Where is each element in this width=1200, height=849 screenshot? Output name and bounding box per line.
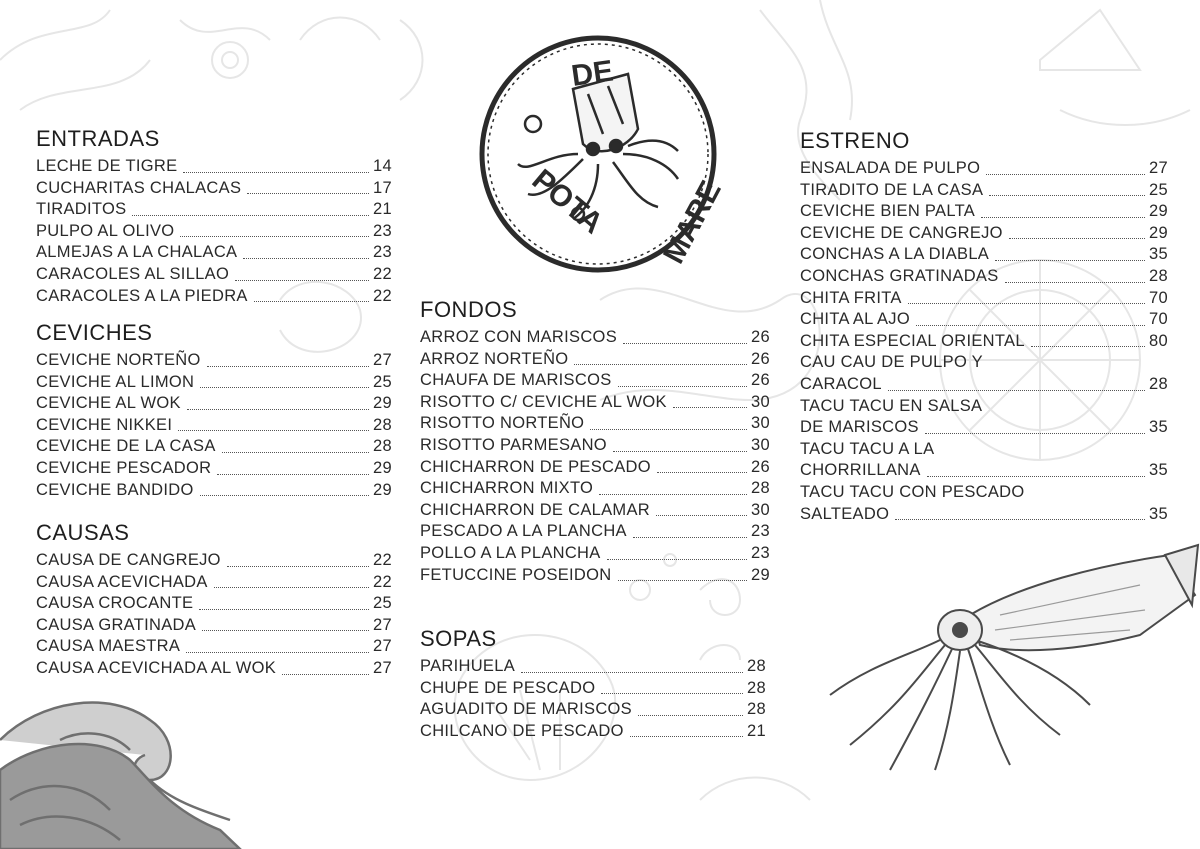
- menu-item-price: 22: [373, 551, 392, 569]
- dot-leader: [199, 609, 369, 610]
- dot-leader: [180, 236, 369, 237]
- menu-item-line2: [800, 374, 1168, 396]
- menu-item-name: RISOTTO PARMESANO: [420, 435, 607, 454]
- logo-word-left: POTA: [525, 163, 610, 241]
- menu-item: [420, 457, 770, 479]
- menu-item-name: CHITA FRITA: [800, 288, 902, 307]
- menu-item-price: 30: [751, 414, 770, 433]
- dot-leader: [613, 451, 747, 452]
- menu-item-name: AGUADITO DE MARISCOS: [420, 700, 632, 719]
- menu-item-name: PARIHUELA: [420, 657, 516, 675]
- menu-item-line2: [800, 460, 1168, 482]
- menu-item-price: 35: [1149, 461, 1168, 480]
- dot-leader: [214, 587, 369, 588]
- menu-item-price: 17: [373, 178, 392, 197]
- menu-item-name-line2: SALTEADO: [800, 504, 890, 523]
- menu-item: [36, 178, 392, 200]
- menu-item-name: CUCHARITAS CHALACAS: [36, 178, 242, 197]
- menu-item-name: CEVICHE DE CANGREJO: [800, 223, 1003, 242]
- menu-item-price: 14: [373, 157, 392, 175]
- menu-item-name: CHAUFA DE MARISCOS: [420, 371, 612, 390]
- menu-item-name: CAUSA MAESTRA: [36, 637, 181, 656]
- menu-item-name: CEVICHE NORTEÑO: [36, 351, 201, 369]
- dot-leader: [633, 537, 747, 538]
- menu-item-name: CAUSA CROCANTE: [36, 594, 194, 613]
- menu-item-price: 23: [751, 522, 770, 541]
- menu-item-price: 21: [373, 200, 392, 219]
- menu-item: [420, 500, 770, 522]
- menu-item: [800, 158, 1168, 180]
- dot-leader: [888, 390, 1145, 391]
- menu-item: [36, 593, 392, 615]
- dot-leader: [995, 260, 1145, 261]
- menu-item-price: 23: [373, 243, 392, 262]
- menu-item-price: 70: [1149, 310, 1168, 329]
- menu-item: [420, 435, 770, 457]
- menu-item: [420, 327, 770, 349]
- menu-item-name: CHITA ESPECIAL ORIENTAL: [800, 331, 1025, 350]
- menu-item-price: 23: [751, 543, 770, 562]
- menu-item-price: 27: [1149, 159, 1168, 177]
- section-title-causas: CAUSAS: [36, 520, 130, 545]
- section-causas: [36, 520, 392, 680]
- menu-item: [800, 244, 1168, 266]
- menu-item: [36, 458, 392, 480]
- dot-leader: [618, 386, 748, 387]
- menu-item-price: 23: [373, 221, 392, 240]
- menu-item-line2: [800, 417, 1168, 439]
- menu-item-name-line1: TACU TACU EN SALSA: [800, 396, 983, 415]
- menu-item: [36, 286, 392, 308]
- dot-leader: [574, 364, 747, 365]
- menu-item-name: FETUCCINE POSEIDON: [420, 565, 612, 584]
- menu-item-price: 25: [373, 594, 392, 613]
- menu-item: [420, 543, 770, 565]
- menu-item-name: CHICHARRON DE CALAMAR: [420, 500, 650, 519]
- menu-item-name: CEVICHE BIEN PALTA: [800, 202, 976, 221]
- menu-item-price: 28: [747, 700, 766, 719]
- menu-item-price: 28: [747, 657, 766, 675]
- dot-leader: [178, 430, 369, 431]
- menu-item: [800, 352, 1168, 395]
- dot-leader: [200, 495, 369, 496]
- menu-item-name: CAUSA GRATINADA: [36, 615, 197, 634]
- menu-item: [420, 656, 766, 678]
- menu-item-name: ARROZ CON MARISCOS: [420, 328, 617, 346]
- dot-leader: [989, 195, 1145, 196]
- menu-item: [420, 392, 770, 414]
- dot-leader: [895, 519, 1145, 520]
- section-entradas: [36, 126, 392, 307]
- menu-item-name: CAUSA ACEVICHADA: [36, 572, 208, 591]
- menu-item-name: PESCADO A LA PLANCHA: [420, 522, 627, 541]
- logo-word-right: MARE: [657, 175, 728, 270]
- menu-item: [800, 201, 1168, 223]
- menu-item-name: CHICHARRON MIXTO: [420, 479, 594, 498]
- menu-item-name-line2: DE MARISCOS: [800, 418, 919, 437]
- menu-item: [800, 309, 1168, 331]
- menu-item: [36, 350, 392, 372]
- menu-item-price: 22: [373, 572, 392, 591]
- menu-item: [800, 482, 1168, 525]
- menu-item-price: 29: [373, 394, 392, 413]
- dot-leader: [132, 215, 369, 216]
- menu-item-name: CEVICHE DE LA CASA: [36, 437, 216, 456]
- dot-leader: [217, 474, 369, 475]
- dot-leader: [235, 280, 369, 281]
- menu-item-price: 28: [373, 437, 392, 456]
- menu-item-name: POLLO A LA PLANCHA: [420, 543, 601, 562]
- dot-leader: [607, 559, 747, 560]
- menu-item-name: CHUPE DE PESCADO: [420, 678, 596, 697]
- dot-leader: [927, 476, 1145, 477]
- dot-leader: [200, 387, 369, 388]
- dot-leader: [657, 472, 747, 473]
- menu-item-name: CEVICHE BANDIDO: [36, 480, 194, 499]
- menu-item-name: ARROZ NORTEÑO: [420, 349, 569, 368]
- dot-leader: [638, 715, 743, 716]
- menu-item-price: 26: [751, 328, 770, 346]
- menu-item: [420, 565, 770, 587]
- menu-item-name-line1: CAU CAU DE PULPO Y: [800, 353, 983, 372]
- menu-item-price: 26: [751, 349, 770, 368]
- section-title-ceviches: CEVICHES: [36, 320, 153, 345]
- menu-item-price: 27: [373, 658, 392, 677]
- menu-item-price: 28: [373, 415, 392, 434]
- dot-leader: [227, 566, 369, 567]
- menu-item-name: LECHE DE TIGRE: [36, 157, 178, 175]
- dot-leader: [908, 303, 1145, 304]
- menu-item: [36, 199, 392, 221]
- section-ceviches: [36, 320, 392, 501]
- menu-item-name: CEVICHE AL LIMON: [36, 372, 195, 391]
- dot-leader: [282, 674, 369, 675]
- menu-item: [800, 439, 1168, 482]
- menu-item-name: CEVICHE AL WOK: [36, 394, 181, 413]
- menu-item-name: CARACOLES A LA PIEDRA: [36, 286, 248, 305]
- menu-item: [36, 393, 392, 415]
- menu-item: [420, 678, 766, 700]
- dot-leader: [590, 429, 747, 430]
- menu-item-name: ENSALADA DE PULPO: [800, 159, 981, 177]
- menu-item: [800, 331, 1168, 353]
- menu-item-name-line1: TACU TACU A LA: [800, 439, 935, 458]
- menu-item-price: 28: [1149, 374, 1168, 393]
- menu-item-price: 21: [747, 721, 766, 740]
- menu-item: [36, 372, 392, 394]
- menu-item: [800, 223, 1168, 245]
- menu-item-price: 22: [373, 286, 392, 305]
- menu-item-name: CONCHAS GRATINADAS: [800, 266, 999, 285]
- menu-item-price: 29: [751, 565, 770, 584]
- menu-item-name-line2: CHORRILLANA: [800, 461, 921, 480]
- menu-item-name: ALMEJAS A LA CHALACA: [36, 243, 238, 262]
- menu-item-name: CONCHAS A LA DIABLA: [800, 245, 990, 264]
- menu-item-name: CARACOLES AL SILLAO: [36, 264, 230, 283]
- menu-item-price: 27: [373, 637, 392, 656]
- dot-leader: [618, 580, 748, 581]
- menu-item-price: 35: [1149, 418, 1168, 437]
- menu-item: [36, 242, 392, 264]
- menu-item-price: 29: [373, 480, 392, 499]
- dot-leader: [981, 217, 1145, 218]
- menu-item-price: 28: [747, 678, 766, 697]
- dot-leader: [623, 343, 747, 344]
- dot-leader: [601, 693, 743, 694]
- menu-item-name: TIRADITO DE LA CASA: [800, 180, 984, 199]
- section-sopas: [420, 626, 766, 742]
- menu-item: [420, 721, 766, 743]
- section-title-estreno: ESTRENO: [800, 128, 910, 153]
- menu-item-name: RISOTTO NORTEÑO: [420, 414, 585, 433]
- squid-illustration: [820, 545, 1200, 775]
- menu-item-price: 25: [1149, 180, 1168, 199]
- menu-item-price: 30: [751, 500, 770, 519]
- dot-leader: [916, 325, 1145, 326]
- menu-item-name: CHILCANO DE PESCADO: [420, 721, 624, 740]
- dot-leader: [986, 174, 1145, 175]
- menu-item-price: 35: [1149, 245, 1168, 264]
- menu-item: [36, 550, 392, 572]
- menu-item: [36, 156, 392, 178]
- menu-item-price: 27: [373, 615, 392, 634]
- menu-item: [36, 415, 392, 437]
- menu-item: [36, 221, 392, 243]
- menu-item-name: CAUSA ACEVICHADA AL WOK: [36, 658, 277, 677]
- dot-leader: [186, 652, 369, 653]
- menu-item-price: 29: [1149, 202, 1168, 221]
- dot-leader: [1031, 346, 1145, 347]
- menu-item: [800, 266, 1168, 288]
- menu-item: [420, 521, 770, 543]
- menu-item: [420, 699, 766, 721]
- menu-item-price: 28: [751, 479, 770, 498]
- dot-leader: [207, 366, 369, 367]
- dot-leader: [254, 301, 369, 302]
- menu-item: [420, 349, 770, 371]
- section-title-fondos: FONDOS: [420, 297, 518, 322]
- logo-word-top: DE: [569, 54, 616, 93]
- menu-item: [36, 480, 392, 502]
- menu-item: [420, 478, 770, 500]
- menu-item: [36, 615, 392, 637]
- menu-item-name: CHITA AL AJO: [800, 310, 910, 329]
- menu-item-price: 25: [373, 372, 392, 391]
- wave-illustration: [0, 680, 240, 849]
- section-title-entradas: ENTRADAS: [36, 126, 160, 151]
- section-estreno: [800, 128, 1168, 525]
- dot-leader: [521, 672, 743, 673]
- menu-item: [800, 288, 1168, 310]
- menu-item: [800, 396, 1168, 439]
- dot-leader: [187, 409, 369, 410]
- dot-leader: [183, 172, 369, 173]
- menu-item-price: 26: [751, 457, 770, 476]
- menu-item-name-line1: TACU TACU CON PESCADO: [800, 482, 1025, 501]
- menu-item: [420, 413, 770, 435]
- menu-item-price: 27: [373, 351, 392, 369]
- menu-item-price: 22: [373, 264, 392, 283]
- menu-item-price: 70: [1149, 288, 1168, 307]
- dot-leader: [247, 193, 369, 194]
- dot-leader: [925, 433, 1145, 434]
- menu-item-price: 28: [1149, 266, 1168, 285]
- menu-item-price: 80: [1149, 331, 1168, 350]
- menu-item-price: 30: [751, 392, 770, 411]
- section-fondos: [420, 297, 770, 586]
- menu-item-name: CAUSA DE CANGREJO: [36, 551, 221, 569]
- menu-item-name: TIRADITOS: [36, 200, 127, 219]
- menu-item-line2: [800, 504, 1168, 526]
- menu-item-name: CHICHARRON DE PESCADO: [420, 457, 651, 476]
- menu-item-price: 26: [751, 371, 770, 390]
- menu-item-name: CEVICHE PESCADOR: [36, 458, 212, 477]
- menu-item-price: 30: [751, 435, 770, 454]
- dot-leader: [202, 630, 369, 631]
- section-title-sopas: SOPAS: [420, 626, 497, 651]
- dot-leader: [1005, 282, 1146, 283]
- dot-leader: [243, 258, 369, 259]
- dot-leader: [599, 494, 747, 495]
- menu-item-name: PULPO AL OLIVO: [36, 221, 175, 240]
- menu-item-name: RISOTTO C/ CEVICHE AL WOK: [420, 392, 667, 411]
- menu-item: [420, 370, 770, 392]
- dot-leader: [673, 407, 747, 408]
- dot-leader: [630, 736, 743, 737]
- menu-item: [36, 264, 392, 286]
- menu-item: [36, 636, 392, 658]
- dot-leader: [222, 452, 369, 453]
- brand-logo: [478, 34, 728, 274]
- menu-item-price: 35: [1149, 504, 1168, 523]
- menu-item: [36, 436, 392, 458]
- menu-item: [36, 572, 392, 594]
- dot-leader: [656, 515, 747, 516]
- menu-item-price: 29: [1149, 223, 1168, 242]
- dot-leader: [1009, 238, 1145, 239]
- menu-item-name: CEVICHE NIKKEI: [36, 415, 173, 434]
- menu-item-price: 29: [373, 458, 392, 477]
- menu-item-name-line2: CARACOL: [800, 374, 882, 393]
- menu-item: [36, 658, 392, 680]
- menu-item: [800, 180, 1168, 202]
